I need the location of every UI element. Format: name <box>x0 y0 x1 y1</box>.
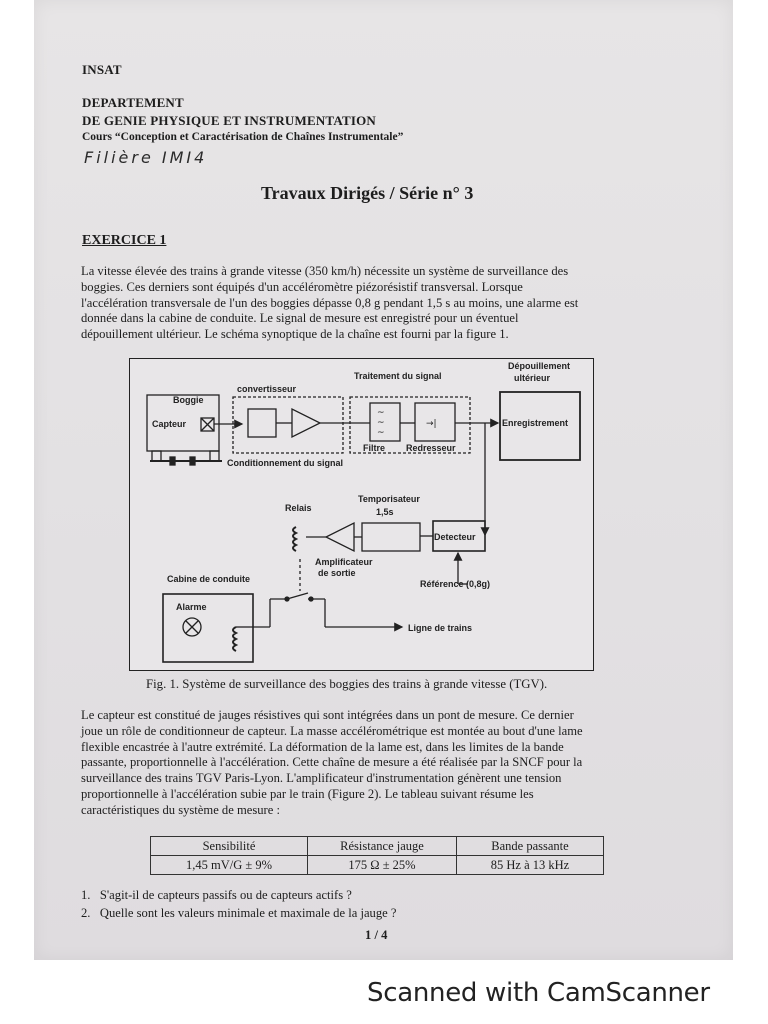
course-title: Cours “Conception et Caractérisation de Chaînes Instrumentale” <box>82 131 404 143</box>
label-de-sortie: de sortie <box>318 568 356 578</box>
intro-line: l'accélération transversale de l'un des boggies dépasse 0,8 g pendant 1,5 s au moins, une alarme est <box>81 295 579 310</box>
label-filtre: Filtre <box>363 443 386 453</box>
label-redresseur: Redresseur <box>406 443 456 453</box>
table-cell: 175 Ω ± 25% <box>308 856 457 875</box>
intro-line: dépouillement ultérieur. Le schéma synoptique de la chaîne est fourni par la figure 1. <box>81 327 509 342</box>
label-ligne: Ligne de trains <box>408 623 473 633</box>
label-detecteur: Detecteur <box>434 532 476 542</box>
table-header-cell: Bande passante <box>457 837 604 856</box>
table-cell: 85 Hz à 13 kHz <box>457 856 604 875</box>
question-1 <box>81 888 352 903</box>
department-line-1: DEPARTEMENT <box>82 95 184 110</box>
table-cell: 1,45 mV/G ± 9% <box>151 856 308 875</box>
label-reference: Référence (0,8g) <box>420 579 491 589</box>
scanned-page <box>34 0 733 960</box>
label-conditionnement: Conditionnement du signal <box>227 458 343 468</box>
table-row <box>151 856 604 875</box>
body-paragraph <box>81 708 667 819</box>
label-traitement: Traitement du signal <box>354 371 442 381</box>
camscanner-watermark: Scanned with CamScanner <box>367 978 710 1008</box>
body-line: joue un rôle de conditionneur de capteur. La masse accélérométrique est montée au bout d'une lame <box>81 723 583 738</box>
label-capteur: Capteur <box>152 419 187 429</box>
label-alarme: Alarme <box>176 602 207 612</box>
question-text: Quelle sont les valeurs minimale et maximale de la jauge ? <box>99 906 397 920</box>
label-enregistrement: Enregistrement <box>502 418 569 428</box>
question-text: S'agit-il de capteurs passifs ou de capteurs actifs ? <box>99 888 352 902</box>
label-boggie: Boggie <box>173 395 204 405</box>
body-line: passante, proportionnelle à l'accélération. Cette chaîne de mesure a été réalisée par la SNCF pour la <box>81 755 583 770</box>
body-line: surveillance des trains TGV Paris-Lyon. L'amplificateur d'instrumentation génèrent une tension <box>81 771 562 786</box>
label-relais: Relais <box>285 503 312 513</box>
page-number: 1 / 4 <box>365 928 388 942</box>
label-temporisateur: Temporisateur <box>358 494 420 504</box>
body-line: flexible encastrée à l'autre extrémité. La déformation de la lame est, dans les limites de la bande <box>81 739 564 754</box>
figure-caption: Fig. 1. Système de surveillance des boggies des trains à grande vitesse (TGV). <box>146 677 548 691</box>
filter-wave-3: ~ <box>377 428 385 438</box>
page-title: Travaux Dirigés / Série n° 3 <box>261 183 474 203</box>
table-header-row <box>151 837 604 856</box>
question-number: 1. <box>81 888 91 902</box>
body-line: proportionnelle à l'accélération subie par le train (Figure 2). Le tableau suivant résume les <box>81 786 534 801</box>
department-line-2: DE GENIE PHYSIQUE ET INSTRUMENTATION <box>82 113 376 128</box>
label-cabine: Cabine de conduite <box>167 574 251 584</box>
intro-line: La vitesse élevée des trains à grande vitesse (350 km/h) nécessite un système de surveillance des <box>81 264 569 278</box>
characteristics-table <box>150 836 604 875</box>
label-depouillement: Dépouillement <box>508 361 571 371</box>
intro-line: boggies. Ces derniers sont équipés d'un accéléromètre piézorésistif transversal. Lorsque <box>81 279 523 294</box>
intro-line: donnée dans la cabine de conduite. Le signal de mesure est enregistré pour un éventuel <box>81 311 519 326</box>
label-convertisseur: convertisseur <box>237 384 297 394</box>
body-line: Le capteur est constitué de jauges résistives qui sont intégrées dans un pont de mesure. Ce dernier <box>81 708 574 722</box>
handwritten-filiere: Filière IMI4 <box>84 148 208 167</box>
question-2 <box>81 906 396 921</box>
exercise-heading: EXERCICE 1 <box>82 233 167 248</box>
table-header-cell: Résistance jauge <box>308 837 457 856</box>
school-name: INSAT <box>82 62 122 77</box>
question-number: 2. <box>81 906 91 920</box>
diagram-svg <box>130 359 593 670</box>
body-line: caractéristiques du système de mesure : <box>81 802 280 817</box>
figure-1-diagram <box>129 358 594 671</box>
filter-wave-2: ~ <box>377 418 385 428</box>
diode-symbol: →| <box>426 419 437 429</box>
table-header-cell: Sensibilité <box>151 837 308 856</box>
filter-wave-1: ~ <box>377 408 385 418</box>
label-amplificateur: Amplificateur <box>315 557 373 567</box>
label-ulterieur: ultérieur <box>514 373 551 383</box>
label-tempo-value: 1,5s <box>376 507 394 517</box>
intro-paragraph <box>81 264 665 343</box>
